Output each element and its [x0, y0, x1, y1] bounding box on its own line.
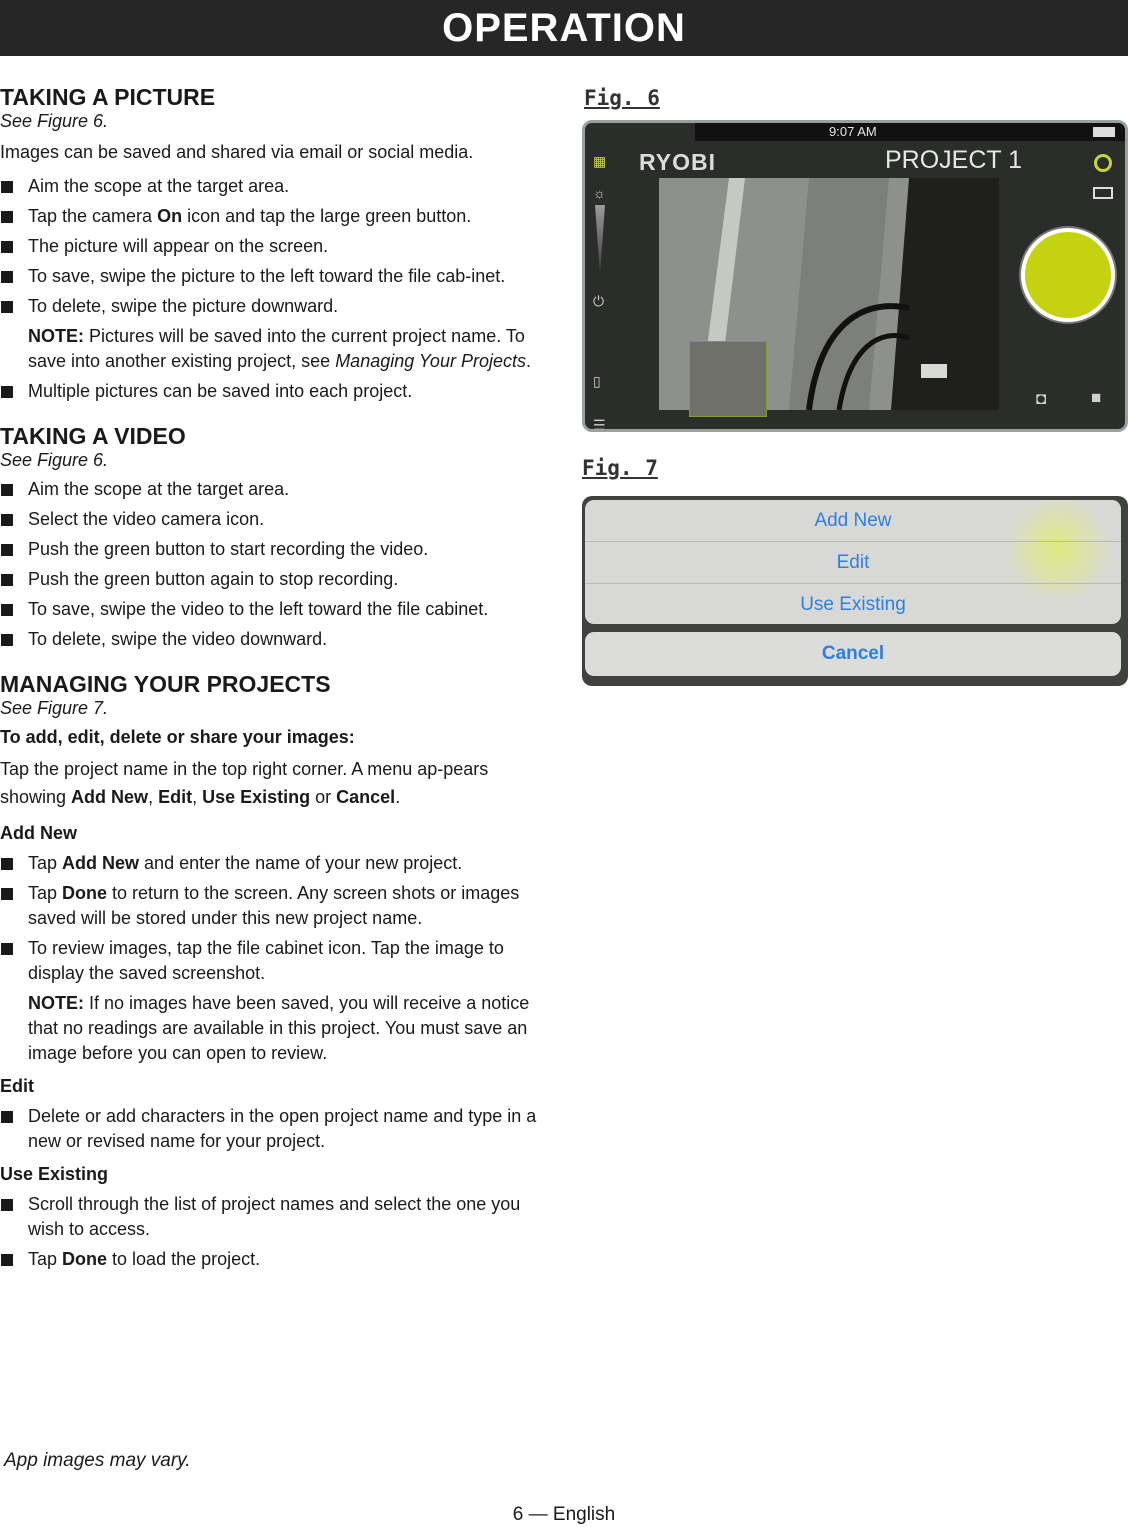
- fig-6-app-screenshot: [582, 120, 1128, 432]
- list-item: To delete, swipe the picture downward.: [0, 294, 546, 319]
- toggle-icon[interactable]: [1093, 187, 1113, 199]
- brightness-icon[interactable]: ☼: [593, 185, 606, 201]
- disclaimer: App images may vary.: [4, 1450, 191, 1471]
- menu-options: [585, 500, 1121, 624]
- list-item: Aim the scope at the target area.: [0, 174, 546, 199]
- menu-item-add-new[interactable]: Add New: [585, 500, 1121, 542]
- list-item: Tap Done to load the project.: [0, 1247, 546, 1272]
- project-name-button[interactable]: PROJECT 1: [885, 146, 1023, 174]
- picture-intro: Images can be saved and shared via email or social media.: [0, 142, 474, 162]
- fig-7-project-menu: [582, 496, 1128, 686]
- battery-icon: [1093, 127, 1115, 137]
- list-item: Push the green button again to stop recording.: [0, 567, 546, 592]
- fig-7-label: Fig. 7: [582, 456, 658, 480]
- subhead-add-new: Add New: [0, 823, 78, 843]
- subhead-use-existing: Use Existing: [0, 1164, 109, 1184]
- heading-taking-video: TAKING A VIDEO: [0, 423, 186, 449]
- heading-managing-projects: MANAGING YOUR PROJECTS: [0, 671, 331, 697]
- capture-button[interactable]: [1021, 228, 1115, 322]
- projects-subhead: To add, edit, delete or share your images:: [0, 727, 355, 747]
- camera-icon[interactable]: ◘: [1036, 389, 1047, 408]
- list-item: Tap the camera On icon and tap the large green button.: [0, 204, 546, 229]
- list-item: The picture will appear on the screen.: [0, 234, 546, 259]
- status-time: 9:07 AM: [829, 124, 877, 139]
- brightness-slider[interactable]: [595, 205, 605, 275]
- grid-icon[interactable]: ▦: [593, 153, 607, 169]
- see-figure-6-video: See Figure 6.: [0, 450, 109, 470]
- list-item: To review images, tap the file cabinet icon. Tap the image to display the saved screenshot.: [0, 936, 546, 986]
- list-item: Tap Done to return to the screen. Any screen shots or images saved will be stored under this new project name.: [0, 881, 546, 931]
- power-icon[interactable]: ⏻: [593, 293, 605, 309]
- subhead-edit: Edit: [0, 1076, 34, 1096]
- settings-icon[interactable]: [1094, 154, 1112, 172]
- menu-item-edit[interactable]: Edit: [585, 542, 1121, 584]
- list-item: Tap Add New and enter the name of your new project.: [0, 851, 546, 876]
- use-existing-steps: [0, 1192, 546, 1272]
- capture-thumbnail[interactable]: [689, 341, 767, 417]
- list-item: To save, swipe the picture to the left toward the file cab-inet.: [0, 264, 546, 289]
- ryobi-logo: RYOBI: [639, 149, 716, 175]
- note: NOTE: Pictures will be saved into the current project name. To save into another existing project, see Managing Your Projects.: [28, 326, 531, 371]
- cancel-button[interactable]: Cancel: [585, 632, 1121, 676]
- left-column: [0, 84, 546, 1277]
- list-item: To save, swipe the video to the left toward the file cabinet.: [0, 597, 546, 622]
- picture-steps: [0, 174, 546, 404]
- status-bar: [695, 123, 1128, 141]
- menu-item-use-existing[interactable]: Use Existing: [800, 594, 906, 615]
- fig-6-label: Fig. 6: [584, 86, 660, 110]
- heading-taking-picture: TAKING A PICTURE: [0, 84, 216, 110]
- left-toolbar: [585, 145, 617, 432]
- edit-steps: [0, 1104, 546, 1154]
- list-item: Scroll through the list of project names and select the one you wish to access.: [0, 1192, 546, 1242]
- video-steps: [0, 477, 546, 652]
- list-icon[interactable]: ☰: [593, 417, 606, 432]
- see-figure-6: See Figure 6.: [0, 111, 109, 131]
- projects-intro: Tap the project name in the top right corner. A menu ap-pears showing Add New, Edit, Use Existing or Cancel.: [0, 759, 489, 807]
- video-camera-icon[interactable]: ■: [1091, 388, 1102, 407]
- section-banner: OPERATION: [0, 0, 1128, 56]
- see-figure-7: See Figure 7.: [0, 698, 109, 718]
- list-item: Aim the scope at the target area.: [0, 477, 546, 502]
- list-item: Push the green button to start recording the video.: [0, 537, 546, 562]
- list-item: Delete or add characters in the open project name and type in a new or revised name for your project.: [0, 1104, 546, 1154]
- note: NOTE: If no images have been saved, you will receive a notice that no readings are available in this project. You must save an image before you can open to review.: [28, 993, 530, 1063]
- add-new-steps: [0, 851, 546, 1066]
- page-footer: 6 — English: [512, 1504, 616, 1525]
- file-cabinet-icon[interactable]: ▯: [593, 373, 601, 389]
- list-item: Select the video camera icon.: [0, 507, 546, 532]
- list-item: Multiple pictures can be saved into each project.: [0, 379, 546, 404]
- list-item: To delete, swipe the video downward.: [0, 627, 546, 652]
